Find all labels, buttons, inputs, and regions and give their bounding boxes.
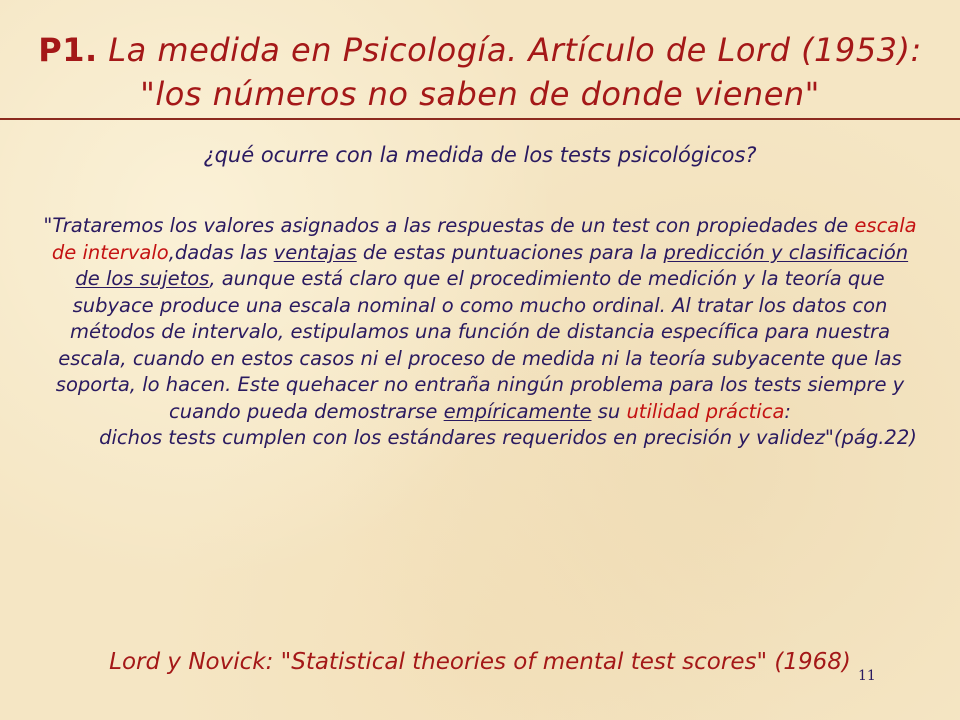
body-text-3: de estas puntuaciones para la [356, 240, 664, 264]
title-label: P1. [38, 31, 98, 69]
title-line1-text: La medida en Psicología. Artículo de Lord (1953): [97, 31, 922, 69]
title-divider [0, 118, 960, 120]
body-text-1: "Trataremos los valores asignados a las respuestas de un test con propiedades de [43, 214, 855, 237]
body-text-6: : [784, 399, 791, 423]
underlined-advantages: ventajas [273, 240, 357, 264]
title-line2-text: "los números no saben de donde vienen" [140, 75, 820, 113]
highlight-practical-utility: utilidad práctica [626, 399, 785, 423]
underlined-prediction: predicción y clasificación de los sujetos [75, 240, 909, 290]
body-text-4: , aunque está claro que el procedimiento de medición y la teoría que subyace produce una escala nominal o como mucho ordinal. Al tratar los datos con métodos de intervalo, estipulamos una función de distancia específica para nuestra escala, cuando en estos casos ni el proceso de medida ni la teoría subyacente que las soporta, lo hacen. Este quehacer no entraña ningún problema para los tests siempre y cuando pueda demostrarse [55, 267, 905, 423]
body-text-7: dichos tests cumplen con los estándares requeridos en precisión y validez"(pág.22) [99, 426, 917, 449]
underlined-empirically: empíricamente [443, 399, 592, 423]
citation-text: Lord y Novick: "Statistical theories of mental test scores" (1968) [109, 649, 851, 675]
question-text: ¿qué ocurre con la medida de los tests psicológicos? [203, 143, 757, 167]
page-number: 11 [858, 668, 876, 684]
body-text-2: ,dadas las [168, 240, 274, 264]
highlight-interval-scale: escala de intervalo [51, 214, 917, 264]
slide-title [0, 28, 960, 116]
body-text-5: su [591, 399, 627, 423]
quote-body [38, 213, 922, 452]
